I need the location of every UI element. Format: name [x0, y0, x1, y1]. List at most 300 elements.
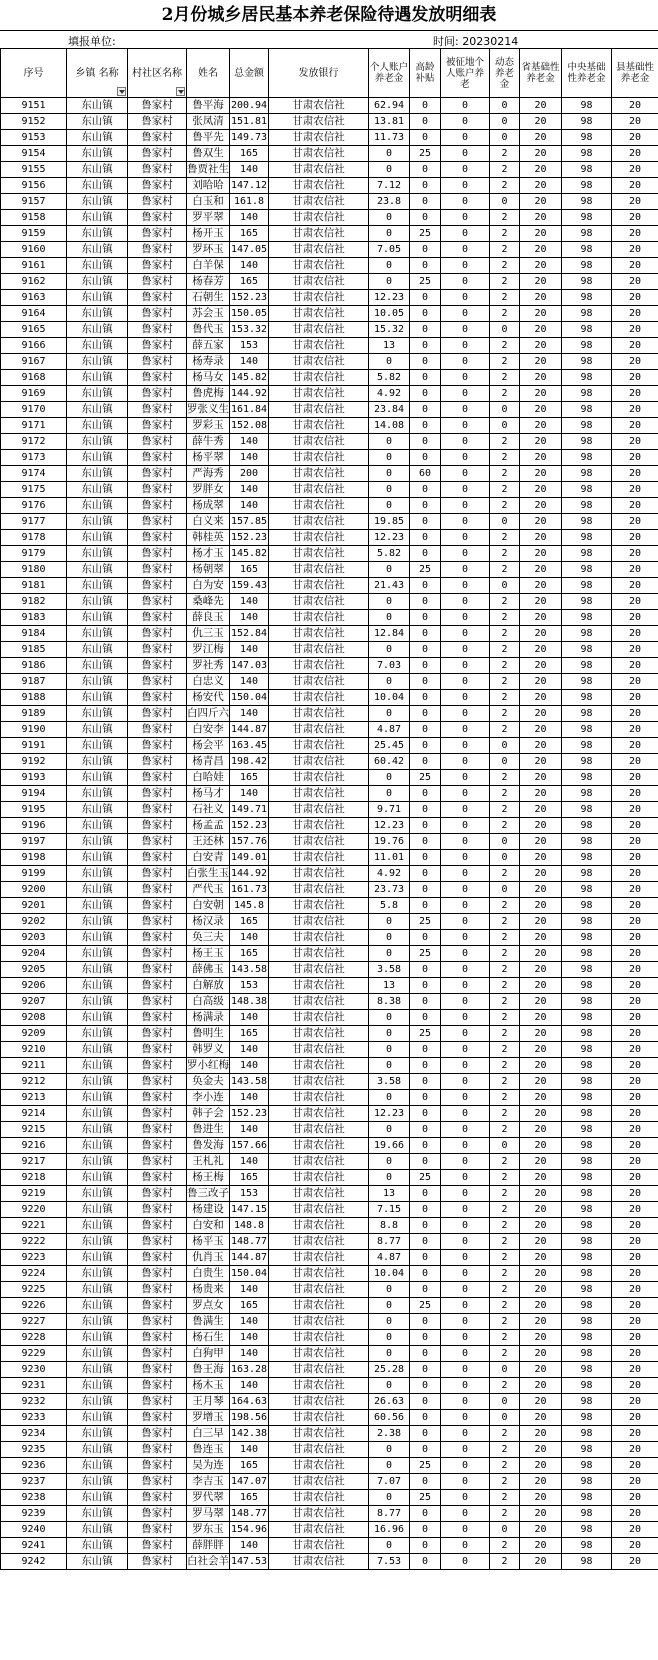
cell-index[interactable]: 9166	[1, 338, 67, 354]
cell-dynamic[interactable]: 2	[490, 946, 520, 962]
cell-provincial-basic[interactable]: 20	[520, 1442, 562, 1458]
cell-bank[interactable]: 甘肃农信社	[269, 802, 369, 818]
cell-index[interactable]: 9186	[1, 658, 67, 674]
cell-village[interactable]: 鲁家村	[128, 754, 187, 770]
cell-provincial-basic[interactable]: 20	[520, 274, 562, 290]
cell-total[interactable]: 140	[230, 1122, 269, 1138]
cell-total[interactable]: 140	[230, 1346, 269, 1362]
cell-dynamic[interactable]: 2	[490, 1202, 520, 1218]
cell-county-basic[interactable]: 20	[612, 930, 658, 946]
cell-village[interactable]: 鲁家村	[128, 1506, 187, 1522]
cell-personal-account[interactable]: 0	[369, 930, 410, 946]
cell-county-basic[interactable]: 20	[612, 514, 658, 530]
cell-bank[interactable]: 甘肃农信社	[269, 194, 369, 210]
cell-land-acquired[interactable]: 0	[441, 418, 490, 434]
cell-bank[interactable]: 甘肃农信社	[269, 1506, 369, 1522]
cell-bank[interactable]: 甘肃农信社	[269, 850, 369, 866]
cell-bank[interactable]: 甘肃农信社	[269, 1122, 369, 1138]
cell-total[interactable]: 157.85	[230, 514, 269, 530]
col-header-land-acquired[interactable]: 被征地个人账户养老	[441, 49, 490, 98]
cell-index[interactable]: 9229	[1, 1346, 67, 1362]
cell-dynamic[interactable]: 2	[490, 1122, 520, 1138]
cell-personal-account[interactable]: 0	[369, 1378, 410, 1394]
cell-index[interactable]: 9160	[1, 242, 67, 258]
cell-dynamic[interactable]: 2	[490, 1170, 520, 1186]
cell-bank[interactable]: 甘肃农信社	[269, 1410, 369, 1426]
cell-index[interactable]: 9199	[1, 866, 67, 882]
cell-town[interactable]: 东山镇	[67, 1234, 128, 1250]
cell-dynamic[interactable]: 2	[490, 658, 520, 674]
cell-index[interactable]: 9207	[1, 994, 67, 1010]
cell-index[interactable]: 9179	[1, 546, 67, 562]
cell-village[interactable]: 鲁家村	[128, 1234, 187, 1250]
cell-county-basic[interactable]: 20	[612, 562, 658, 578]
cell-dynamic[interactable]: 2	[490, 1250, 520, 1266]
cell-personal-account[interactable]: 0	[369, 466, 410, 482]
cell-elderly-subsidy[interactable]: 0	[410, 1522, 441, 1538]
cell-name[interactable]: 鲁代玉	[187, 322, 230, 338]
cell-name[interactable]: 罗平翠	[187, 210, 230, 226]
cell-town[interactable]: 东山镇	[67, 1202, 128, 1218]
cell-index[interactable]: 9197	[1, 834, 67, 850]
cell-bank[interactable]: 甘肃农信社	[269, 1314, 369, 1330]
cell-elderly-subsidy[interactable]: 0	[410, 898, 441, 914]
cell-county-basic[interactable]: 20	[612, 386, 658, 402]
col-header-central-basic[interactable]: 中央基础性养老金	[562, 49, 612, 98]
cell-index[interactable]: 9194	[1, 786, 67, 802]
cell-bank[interactable]: 甘肃农信社	[269, 114, 369, 130]
cell-village[interactable]: 鲁家村	[128, 530, 187, 546]
cell-central-basic[interactable]: 98	[562, 162, 612, 178]
cell-index[interactable]: 9181	[1, 578, 67, 594]
cell-central-basic[interactable]: 98	[562, 434, 612, 450]
cell-index[interactable]: 9169	[1, 386, 67, 402]
cell-central-basic[interactable]: 98	[562, 1106, 612, 1122]
cell-total[interactable]: 148.77	[230, 1234, 269, 1250]
cell-elderly-subsidy[interactable]: 0	[410, 754, 441, 770]
cell-index[interactable]: 9158	[1, 210, 67, 226]
cell-village[interactable]: 鲁家村	[128, 834, 187, 850]
cell-index[interactable]: 9221	[1, 1218, 67, 1234]
cell-county-basic[interactable]: 20	[612, 658, 658, 674]
cell-total[interactable]: 144.87	[230, 722, 269, 738]
cell-elderly-subsidy[interactable]: 0	[410, 418, 441, 434]
cell-name[interactable]: 杨木玉	[187, 1378, 230, 1394]
cell-land-acquired[interactable]: 0	[441, 530, 490, 546]
cell-provincial-basic[interactable]: 20	[520, 418, 562, 434]
cell-county-basic[interactable]: 20	[612, 258, 658, 274]
cell-personal-account[interactable]: 0	[369, 1042, 410, 1058]
cell-central-basic[interactable]: 98	[562, 626, 612, 642]
cell-village[interactable]: 鲁家村	[128, 354, 187, 370]
cell-provincial-basic[interactable]: 20	[520, 706, 562, 722]
cell-central-basic[interactable]: 98	[562, 610, 612, 626]
cell-provincial-basic[interactable]: 20	[520, 146, 562, 162]
cell-provincial-basic[interactable]: 20	[520, 802, 562, 818]
cell-name[interactable]: 杨建设	[187, 1202, 230, 1218]
cell-total[interactable]: 147.15	[230, 1202, 269, 1218]
cell-provincial-basic[interactable]: 20	[520, 178, 562, 194]
cell-central-basic[interactable]: 98	[562, 370, 612, 386]
cell-central-basic[interactable]: 98	[562, 1362, 612, 1378]
cell-village[interactable]: 鲁家村	[128, 1250, 187, 1266]
cell-index[interactable]: 9210	[1, 1042, 67, 1058]
cell-personal-account[interactable]: 0	[369, 274, 410, 290]
cell-town[interactable]: 东山镇	[67, 674, 128, 690]
cell-dynamic[interactable]: 2	[490, 818, 520, 834]
cell-name[interactable]: 王还林	[187, 834, 230, 850]
cell-central-basic[interactable]: 98	[562, 498, 612, 514]
cell-total[interactable]: 165	[230, 914, 269, 930]
cell-county-basic[interactable]: 20	[612, 1474, 658, 1490]
cell-elderly-subsidy[interactable]: 0	[410, 1042, 441, 1058]
cell-name[interactable]: 罗环玉	[187, 242, 230, 258]
cell-county-basic[interactable]: 20	[612, 1154, 658, 1170]
cell-total[interactable]: 164.63	[230, 1394, 269, 1410]
cell-land-acquired[interactable]: 0	[441, 754, 490, 770]
cell-central-basic[interactable]: 98	[562, 402, 612, 418]
cell-index[interactable]: 9242	[1, 1554, 67, 1570]
cell-elderly-subsidy[interactable]: 0	[410, 258, 441, 274]
cell-land-acquired[interactable]: 0	[441, 1266, 490, 1282]
cell-bank[interactable]: 甘肃农信社	[269, 562, 369, 578]
cell-land-acquired[interactable]: 0	[441, 498, 490, 514]
cell-provincial-basic[interactable]: 20	[520, 1378, 562, 1394]
cell-bank[interactable]: 甘肃农信社	[269, 1474, 369, 1490]
cell-total[interactable]: 152.23	[230, 530, 269, 546]
cell-bank[interactable]: 甘肃农信社	[269, 226, 369, 242]
cell-provincial-basic[interactable]: 20	[520, 1234, 562, 1250]
cell-personal-account[interactable]: 12.84	[369, 626, 410, 642]
cell-bank[interactable]: 甘肃农信社	[269, 754, 369, 770]
cell-county-basic[interactable]: 20	[612, 1218, 658, 1234]
cell-name[interactable]: 杨平玉	[187, 1234, 230, 1250]
cell-bank[interactable]: 甘肃农信社	[269, 1362, 369, 1378]
cell-county-basic[interactable]: 20	[612, 1346, 658, 1362]
cell-elderly-subsidy[interactable]: 0	[410, 1074, 441, 1090]
cell-name[interactable]: 韩桂英	[187, 530, 230, 546]
cell-index[interactable]: 9215	[1, 1122, 67, 1138]
cell-bank[interactable]: 甘肃农信社	[269, 98, 369, 114]
cell-county-basic[interactable]: 20	[612, 1106, 658, 1122]
cell-central-basic[interactable]: 98	[562, 146, 612, 162]
cell-personal-account[interactable]: 10.04	[369, 1266, 410, 1282]
cell-personal-account[interactable]: 23.8	[369, 194, 410, 210]
cell-personal-account[interactable]: 0	[369, 1170, 410, 1186]
cell-name[interactable]: 杨平翠	[187, 450, 230, 466]
cell-dynamic[interactable]: 0	[490, 1522, 520, 1538]
cell-central-basic[interactable]: 98	[562, 242, 612, 258]
cell-index[interactable]: 9212	[1, 1074, 67, 1090]
cell-town[interactable]: 东山镇	[67, 1426, 128, 1442]
col-header-elderly-subsidy[interactable]: 高龄补贴	[410, 49, 441, 98]
cell-county-basic[interactable]: 20	[612, 706, 658, 722]
cell-provincial-basic[interactable]: 20	[520, 114, 562, 130]
cell-town[interactable]: 东山镇	[67, 850, 128, 866]
cell-total[interactable]: 140	[230, 1282, 269, 1298]
cell-total[interactable]: 198.42	[230, 754, 269, 770]
cell-county-basic[interactable]: 20	[612, 322, 658, 338]
col-header-provincial-basic[interactable]: 省基础性养老金	[520, 49, 562, 98]
cell-land-acquired[interactable]: 0	[441, 1042, 490, 1058]
cell-dynamic[interactable]: 2	[490, 290, 520, 306]
cell-central-basic[interactable]: 98	[562, 818, 612, 834]
cell-central-basic[interactable]: 98	[562, 754, 612, 770]
cell-village[interactable]: 鲁家村	[128, 514, 187, 530]
cell-land-acquired[interactable]: 0	[441, 514, 490, 530]
cell-county-basic[interactable]: 20	[612, 914, 658, 930]
cell-village[interactable]: 鲁家村	[128, 674, 187, 690]
cell-total[interactable]: 161.8	[230, 194, 269, 210]
cell-total[interactable]: 140	[230, 1330, 269, 1346]
cell-elderly-subsidy[interactable]: 0	[410, 1090, 441, 1106]
cell-provincial-basic[interactable]: 20	[520, 1042, 562, 1058]
cell-land-acquired[interactable]: 0	[441, 770, 490, 786]
cell-personal-account[interactable]: 14.08	[369, 418, 410, 434]
cell-dynamic[interactable]: 0	[490, 402, 520, 418]
cell-land-acquired[interactable]: 0	[441, 1218, 490, 1234]
cell-bank[interactable]: 甘肃农信社	[269, 946, 369, 962]
cell-village[interactable]: 鲁家村	[128, 1042, 187, 1058]
cell-county-basic[interactable]: 20	[612, 178, 658, 194]
cell-village[interactable]: 鲁家村	[128, 1106, 187, 1122]
cell-county-basic[interactable]: 20	[612, 642, 658, 658]
cell-name[interactable]: 杨石生	[187, 1330, 230, 1346]
cell-central-basic[interactable]: 98	[562, 210, 612, 226]
cell-name[interactable]: 杨马女	[187, 370, 230, 386]
cell-town[interactable]: 东山镇	[67, 1362, 128, 1378]
cell-dynamic[interactable]: 2	[490, 1090, 520, 1106]
cell-land-acquired[interactable]: 0	[441, 1490, 490, 1506]
cell-town[interactable]: 东山镇	[67, 1330, 128, 1346]
cell-county-basic[interactable]: 20	[612, 210, 658, 226]
cell-bank[interactable]: 甘肃农信社	[269, 1394, 369, 1410]
cell-total[interactable]: 152.23	[230, 818, 269, 834]
cell-land-acquired[interactable]: 0	[441, 370, 490, 386]
cell-provincial-basic[interactable]: 20	[520, 1010, 562, 1026]
cell-village[interactable]: 鲁家村	[128, 210, 187, 226]
col-header-name[interactable]: 姓名	[187, 49, 230, 98]
cell-index[interactable]: 9216	[1, 1138, 67, 1154]
cell-total[interactable]: 140	[230, 594, 269, 610]
cell-county-basic[interactable]: 20	[612, 802, 658, 818]
cell-land-acquired[interactable]: 0	[441, 434, 490, 450]
cell-name[interactable]: 白安朝	[187, 898, 230, 914]
cell-town[interactable]: 东山镇	[67, 866, 128, 882]
cell-provincial-basic[interactable]: 20	[520, 1410, 562, 1426]
cell-index[interactable]: 9214	[1, 1106, 67, 1122]
cell-total[interactable]: 198.56	[230, 1410, 269, 1426]
cell-village[interactable]: 鲁家村	[128, 290, 187, 306]
cell-index[interactable]: 9175	[1, 482, 67, 498]
cell-total[interactable]: 165	[230, 1026, 269, 1042]
cell-elderly-subsidy[interactable]: 0	[410, 162, 441, 178]
cell-elderly-subsidy[interactable]: 0	[410, 434, 441, 450]
cell-dynamic[interactable]: 2	[490, 1426, 520, 1442]
cell-land-acquired[interactable]: 0	[441, 994, 490, 1010]
cell-index[interactable]: 9182	[1, 594, 67, 610]
cell-total[interactable]: 147.03	[230, 658, 269, 674]
cell-elderly-subsidy[interactable]: 0	[410, 994, 441, 1010]
cell-village[interactable]: 鲁家村	[128, 738, 187, 754]
cell-bank[interactable]: 甘肃农信社	[269, 882, 369, 898]
cell-village[interactable]: 鲁家村	[128, 1330, 187, 1346]
cell-land-acquired[interactable]: 0	[441, 1234, 490, 1250]
cell-central-basic[interactable]: 98	[562, 962, 612, 978]
cell-provincial-basic[interactable]: 20	[520, 1106, 562, 1122]
cell-index[interactable]: 9202	[1, 914, 67, 930]
cell-central-basic[interactable]: 98	[562, 418, 612, 434]
cell-town[interactable]: 东山镇	[67, 98, 128, 114]
cell-bank[interactable]: 甘肃农信社	[269, 786, 369, 802]
cell-county-basic[interactable]: 20	[612, 690, 658, 706]
cell-dynamic[interactable]: 2	[490, 1554, 520, 1570]
cell-dynamic[interactable]: 2	[490, 466, 520, 482]
cell-central-basic[interactable]: 98	[562, 546, 612, 562]
cell-town[interactable]: 东山镇	[67, 258, 128, 274]
cell-county-basic[interactable]: 20	[612, 770, 658, 786]
cell-name[interactable]: 鲁进生	[187, 1122, 230, 1138]
cell-elderly-subsidy[interactable]: 0	[410, 578, 441, 594]
cell-village[interactable]: 鲁家村	[128, 322, 187, 338]
cell-elderly-subsidy[interactable]: 0	[410, 210, 441, 226]
cell-total[interactable]: 140	[230, 1314, 269, 1330]
cell-elderly-subsidy[interactable]: 0	[410, 402, 441, 418]
cell-town[interactable]: 东山镇	[67, 834, 128, 850]
cell-personal-account[interactable]: 62.94	[369, 98, 410, 114]
cell-county-basic[interactable]: 20	[612, 1362, 658, 1378]
cell-name[interactable]: 杨王梅	[187, 1170, 230, 1186]
cell-bank[interactable]: 甘肃农信社	[269, 162, 369, 178]
cell-personal-account[interactable]: 12.23	[369, 818, 410, 834]
cell-village[interactable]: 鲁家村	[128, 1410, 187, 1426]
col-header-bank[interactable]: 发放银行	[269, 49, 369, 98]
cell-land-acquired[interactable]: 0	[441, 1298, 490, 1314]
cell-town[interactable]: 东山镇	[67, 626, 128, 642]
cell-total[interactable]: 152.23	[230, 290, 269, 306]
cell-personal-account[interactable]: 3.58	[369, 1074, 410, 1090]
cell-county-basic[interactable]: 20	[612, 114, 658, 130]
cell-personal-account[interactable]: 23.84	[369, 402, 410, 418]
cell-central-basic[interactable]: 98	[562, 1234, 612, 1250]
cell-dynamic[interactable]: 2	[490, 354, 520, 370]
cell-name[interactable]: 杨春芳	[187, 274, 230, 290]
cell-index[interactable]: 9193	[1, 770, 67, 786]
cell-personal-account[interactable]: 0	[369, 1282, 410, 1298]
cell-village[interactable]: 鲁家村	[128, 370, 187, 386]
cell-provincial-basic[interactable]: 20	[520, 466, 562, 482]
cell-elderly-subsidy[interactable]: 0	[410, 514, 441, 530]
cell-land-acquired[interactable]: 0	[441, 386, 490, 402]
cell-personal-account[interactable]: 7.07	[369, 1474, 410, 1490]
cell-elderly-subsidy[interactable]: 0	[410, 1394, 441, 1410]
filter-dropdown-icon[interactable]	[176, 87, 185, 96]
cell-name[interactable]: 奂三夫	[187, 930, 230, 946]
cell-name[interactable]: 杨成翠	[187, 498, 230, 514]
cell-personal-account[interactable]: 15.32	[369, 322, 410, 338]
cell-index[interactable]: 9191	[1, 738, 67, 754]
cell-name[interactable]: 韩罗义	[187, 1042, 230, 1058]
cell-index[interactable]: 9172	[1, 434, 67, 450]
cell-bank[interactable]: 甘肃农信社	[269, 722, 369, 738]
cell-land-acquired[interactable]: 0	[441, 706, 490, 722]
cell-total[interactable]: 140	[230, 1538, 269, 1554]
cell-bank[interactable]: 甘肃农信社	[269, 1202, 369, 1218]
cell-county-basic[interactable]: 20	[612, 1042, 658, 1058]
cell-land-acquired[interactable]: 0	[441, 1394, 490, 1410]
cell-index[interactable]: 9238	[1, 1490, 67, 1506]
cell-name[interactable]: 白社会羊	[187, 1554, 230, 1570]
cell-elderly-subsidy[interactable]: 0	[410, 706, 441, 722]
cell-personal-account[interactable]: 0	[369, 1458, 410, 1474]
cell-dynamic[interactable]: 2	[490, 594, 520, 610]
cell-central-basic[interactable]: 98	[562, 1282, 612, 1298]
cell-total[interactable]: 140	[230, 1378, 269, 1394]
cell-elderly-subsidy[interactable]: 0	[410, 1330, 441, 1346]
cell-bank[interactable]: 甘肃农信社	[269, 962, 369, 978]
cell-bank[interactable]: 甘肃农信社	[269, 738, 369, 754]
cell-town[interactable]: 东山镇	[67, 418, 128, 434]
cell-total[interactable]: 140	[230, 450, 269, 466]
cell-dynamic[interactable]: 2	[490, 706, 520, 722]
cell-county-basic[interactable]: 20	[612, 962, 658, 978]
cell-provincial-basic[interactable]: 20	[520, 1058, 562, 1074]
cell-personal-account[interactable]: 12.23	[369, 530, 410, 546]
cell-index[interactable]: 9177	[1, 514, 67, 530]
cell-land-acquired[interactable]: 0	[441, 850, 490, 866]
cell-name[interactable]: 杨会平	[187, 738, 230, 754]
cell-bank[interactable]: 甘肃农信社	[269, 930, 369, 946]
cell-personal-account[interactable]: 10.05	[369, 306, 410, 322]
cell-town[interactable]: 东山镇	[67, 642, 128, 658]
cell-name[interactable]: 鲁双生	[187, 146, 230, 162]
cell-central-basic[interactable]: 98	[562, 1154, 612, 1170]
cell-index[interactable]: 9205	[1, 962, 67, 978]
cell-town[interactable]: 东山镇	[67, 1058, 128, 1074]
cell-central-basic[interactable]: 98	[562, 1298, 612, 1314]
cell-elderly-subsidy[interactable]: 0	[410, 738, 441, 754]
cell-bank[interactable]: 甘肃农信社	[269, 1378, 369, 1394]
cell-provincial-basic[interactable]: 20	[520, 402, 562, 418]
cell-bank[interactable]: 甘肃农信社	[269, 210, 369, 226]
cell-county-basic[interactable]: 20	[612, 306, 658, 322]
cell-central-basic[interactable]: 98	[562, 658, 612, 674]
cell-provincial-basic[interactable]: 20	[520, 562, 562, 578]
cell-central-basic[interactable]: 98	[562, 194, 612, 210]
cell-dynamic[interactable]: 2	[490, 690, 520, 706]
cell-county-basic[interactable]: 20	[612, 98, 658, 114]
cell-bank[interactable]: 甘肃农信社	[269, 402, 369, 418]
cell-personal-account[interactable]: 0	[369, 210, 410, 226]
cell-elderly-subsidy[interactable]: 25	[410, 226, 441, 242]
cell-total[interactable]: 153	[230, 978, 269, 994]
cell-village[interactable]: 鲁家村	[128, 706, 187, 722]
cell-land-acquired[interactable]: 0	[441, 642, 490, 658]
cell-name[interactable]: 鲁平海	[187, 98, 230, 114]
cell-bank[interactable]: 甘肃农信社	[269, 1330, 369, 1346]
cell-personal-account[interactable]: 0	[369, 1058, 410, 1074]
cell-provincial-basic[interactable]: 20	[520, 770, 562, 786]
cell-bank[interactable]: 甘肃农信社	[269, 818, 369, 834]
cell-town[interactable]: 东山镇	[67, 1378, 128, 1394]
cell-index[interactable]: 9236	[1, 1458, 67, 1474]
cell-county-basic[interactable]: 20	[612, 1026, 658, 1042]
cell-index[interactable]: 9234	[1, 1426, 67, 1442]
cell-village[interactable]: 鲁家村	[128, 658, 187, 674]
cell-elderly-subsidy[interactable]: 25	[410, 914, 441, 930]
cell-central-basic[interactable]: 98	[562, 98, 612, 114]
cell-bank[interactable]: 甘肃农信社	[269, 1058, 369, 1074]
